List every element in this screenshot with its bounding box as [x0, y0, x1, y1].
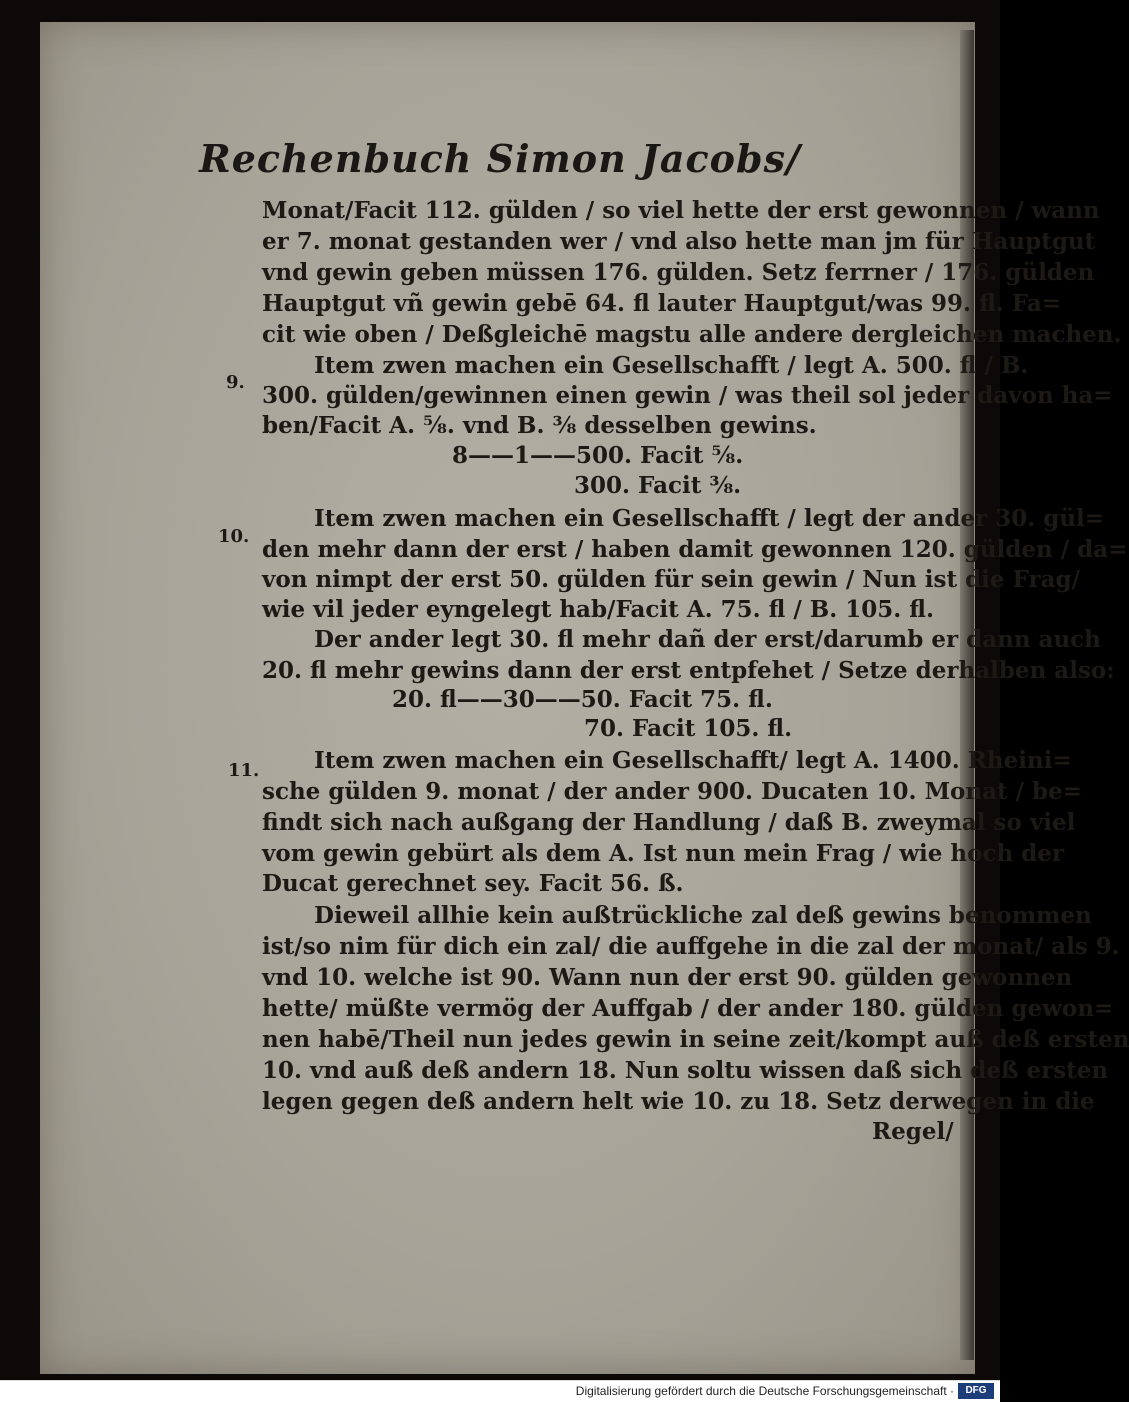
running-header: Rechenbuch Simon Jacobs/	[199, 136, 801, 181]
marginal-number: 9.	[226, 372, 245, 393]
text-line: er 7. monat gestanden wer / vnd also hette man jm für Hauptgut	[262, 228, 1096, 255]
text-line: ben/Facit A. ⅝. vnd B. ⅜ desselben gewins.	[262, 412, 817, 439]
text-line: vom gewin gebürt als dem A. Ist nun mein Frag / wie hoch der	[262, 840, 1065, 867]
dfg-logo: DFG	[958, 1383, 994, 1399]
text-line: 300. Facit ⅜.	[574, 472, 742, 499]
text-line: findt sich nach außgang der Handlung / daß B. zweymal so viel	[262, 809, 1076, 836]
text-line: legen gegen deß andern helt wie 10. zu 18. Setz derwegen in die	[262, 1088, 1095, 1115]
text-line: Ducat gerechnet sey. Facit 56. ß.	[262, 870, 684, 897]
text-line: vnd 10. welche ist 90. Wann nun der erst 90. gülden gewonnen	[262, 964, 1073, 991]
catchword: Regel/	[872, 1118, 954, 1145]
text-line: den mehr dann der erst / haben damit gewonnen 120. gülden / da=	[262, 536, 1128, 563]
funding-credit: Digitalisierung gefördert durch die Deutsche Forschungsgemeinschaft ·	[575, 1384, 954, 1398]
footer-bar	[0, 1380, 1000, 1402]
text-line: nen habē/Theil nun jedes gewin in seine zeit/kompt auß deß ersten	[262, 1026, 1129, 1053]
text-line: Monat/Facit 112. gülden / so viel hette der erst gewonnen / wann	[262, 197, 1100, 224]
marginal-number: 11.	[228, 760, 260, 781]
text-line: Der ander legt 30. fl mehr dañ der erst/darumb er dann auch	[314, 626, 1101, 653]
text-line: 8——1——500. Facit ⅝.	[452, 442, 744, 469]
text-line: cit wie oben / Deßgleichē magstu alle andere dergleichen machen.	[262, 321, 1122, 348]
text-line: vnd gewin geben müssen 176. gülden. Setz ferrner / 176. gülden	[262, 259, 1095, 286]
text-line: Item zwen machen ein Gesellschafft / legt der ander 30. gül=	[314, 505, 1105, 532]
text-line: sche gülden 9. monat / der ander 900. Ducaten 10. Monat / be=	[262, 778, 1083, 805]
text-line: 10. vnd auß deß andern 18. Nun soltu wissen daß sich deß ersten	[262, 1057, 1109, 1084]
text-line: 300. gülden/gewinnen einen gewin / was theil sol jeder davon ha=	[262, 382, 1113, 409]
text-line: wie vil jeder eyngelegt hab/Facit A. 75. fl / B. 105. fl.	[262, 596, 935, 623]
text-line: von nimpt der erst 50. gülden für sein gewin / Nun ist die Frag/	[262, 566, 1080, 593]
marginal-number: 10.	[218, 526, 250, 547]
text-line: 20. fl mehr gewins dann der erst entpfehet / Setze derhalben also:	[262, 657, 1115, 684]
text-line: Hauptgut vñ gewin gebē 64. fl lauter Hauptgut/was 99. fl. Fa=	[262, 290, 1062, 317]
text-line: Item zwen machen ein Gesellschafft/ legt A. 1400. Rheini=	[314, 747, 1072, 774]
text-line: 70. Facit 105. fl.	[584, 715, 793, 742]
text-line: Dieweil allhie kein außtrückliche zal deß gewins benommen	[314, 902, 1092, 929]
text-line: hette/ müßte vermög der Auffgab / der ander 180. gülden gewon=	[262, 995, 1114, 1022]
text-line: Item zwen machen ein Gesellschafft / legt A. 500. fl / B.	[314, 352, 1029, 379]
text-line: ist/so nim für dich ein zal/ die auffgehe in die zal der monat/ als 9.	[262, 933, 1120, 960]
text-line: 20. fl——30——50. Facit 75. fl.	[392, 686, 773, 713]
